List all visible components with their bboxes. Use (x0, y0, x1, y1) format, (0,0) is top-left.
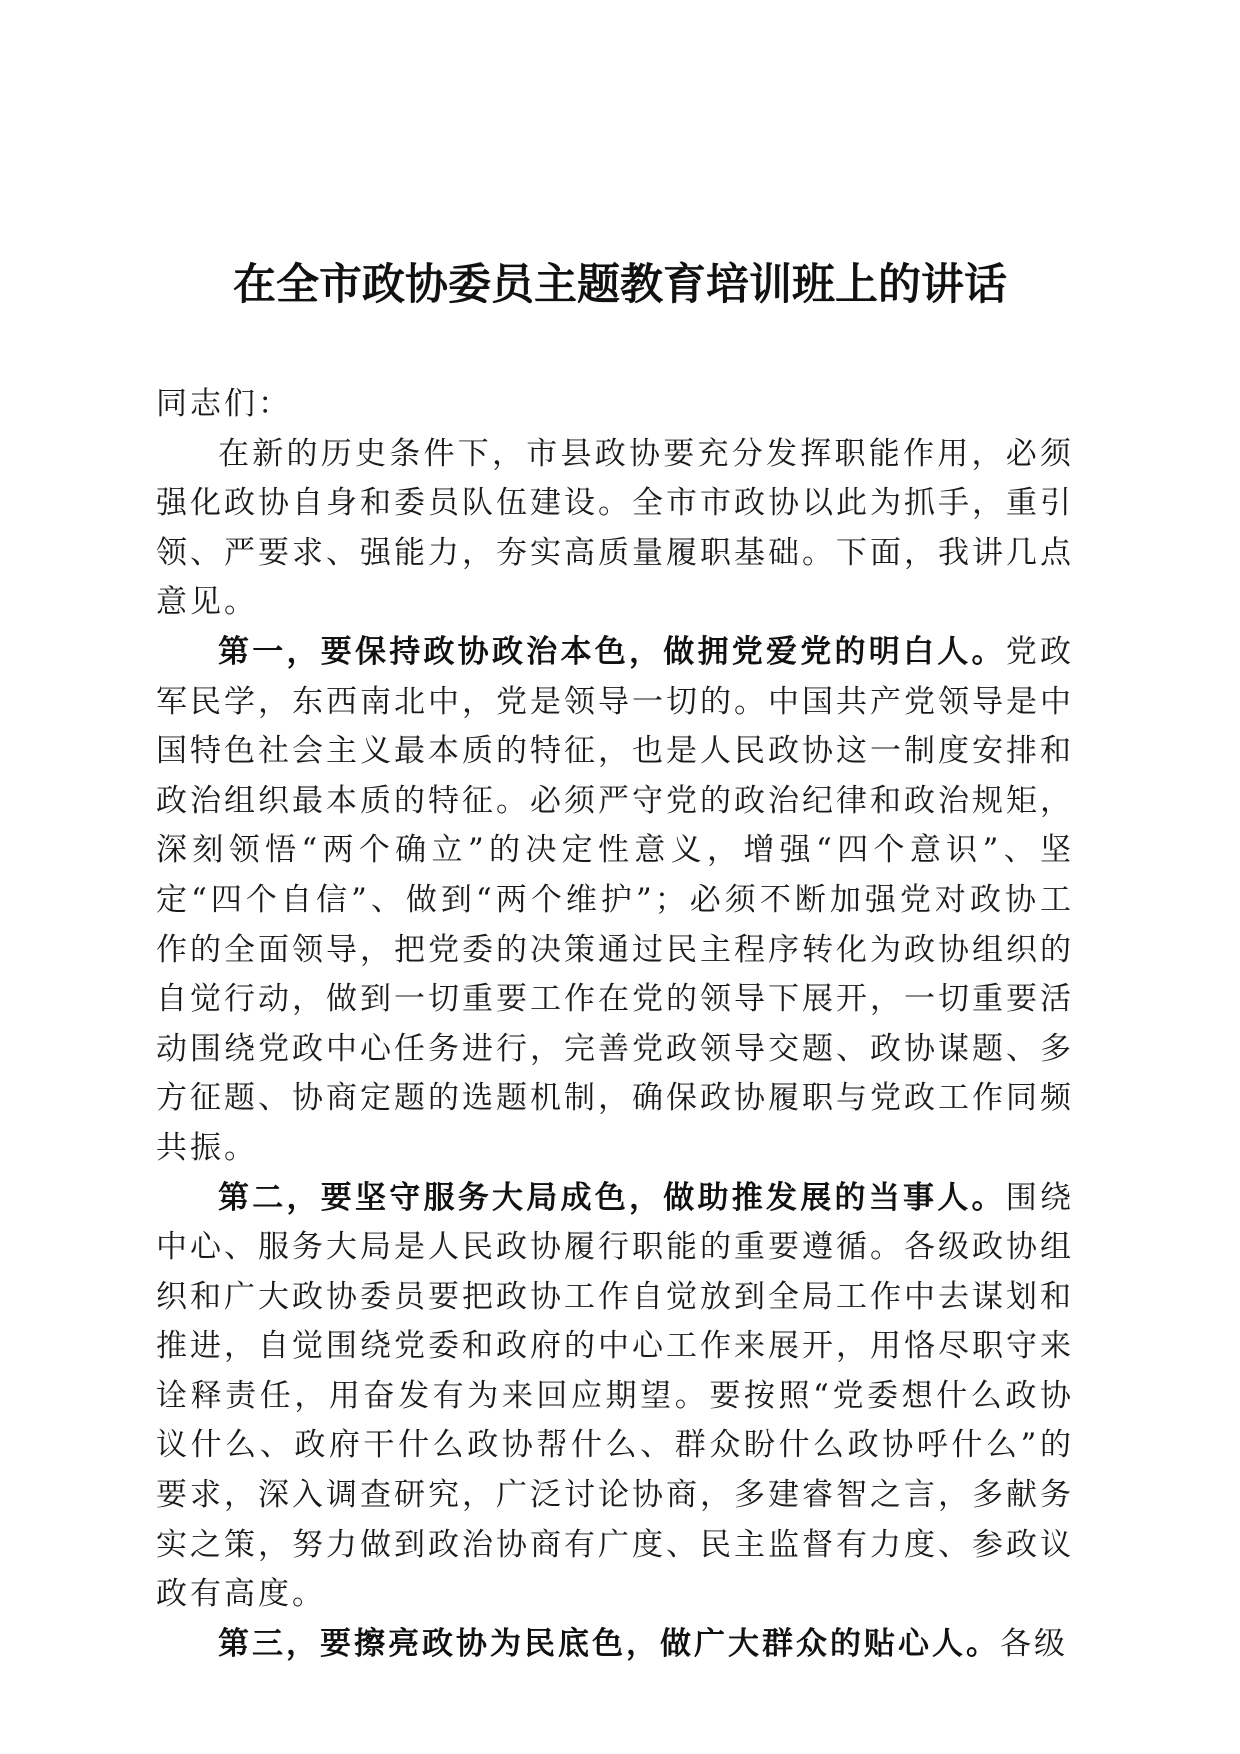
section-3-text: 各级 (1000, 1625, 1068, 1662)
section-3-paragraph (156, 1620, 1074, 1670)
section-2-paragraph (156, 1174, 1074, 1620)
section-3-heading: 第三，要擦亮政协为民底色，做广大群众的贴心人。 (218, 1625, 1000, 1662)
section-2-heading: 第二，要坚守服务大局成色，做助推发展的当事人。 (218, 1179, 1006, 1216)
intro-paragraph: 在新的历史条件下，市县政协要充分发挥职能作用，必须强化政协自身和委员队伍建设。全市市政协以此为抓手，重引领、严要求、强能力，夯实高质量履职基础。下面，我讲几点意见。 (156, 435, 1074, 621)
salutation: 同志们： (156, 386, 292, 422)
section-2-text: 围绕中心、服务大局是人民政协履行职能的重要遵循。各级政协组织和广大政协委员要把政协工作自觉放到全局工作中去谋划和推进，自觉围绕党委和政府的中心工作来展开，用恪尽职守来诠释责任，用奋发有为来回应期望。要按照“党委想什么政协议什么、政府干什么政协帮什么、群众盼什么政协呼什么”的要求，深入调查研究，广泛讨论协商，多建睿智之言，多献务实之策，努力做到政治协商有广度、民主监督有力度、参政议政有高度。 (156, 1179, 1074, 1613)
document-body (156, 380, 1074, 1669)
section-1-heading: 第一，要保持政协政治本色，做拥党爱党的明白人。 (218, 633, 1006, 670)
document-title: 在全市政协委员主题教育培训班上的讲话 (233, 260, 1007, 310)
section-1-paragraph (156, 628, 1074, 1174)
section-1-text: 党政军民学，东西南北中，党是领导一切的。中国共产党领导是中国特色社会主义最本质的特征，也是人民政协这一制度安排和政治组织最本质的特征。必须严守党的政治纪律和政治规矩，深刻领悟“两个确立”的决定性意义，增强“四个意识”、坚定“四个自信”、做到“两个维护”；必须不断加强党对政协工作的全面领导，把党委的决策通过民主程序转化为政协组织的自觉行动，做到一切重要工作在党的领导下展开，一切重要活动围绕党政中心任务进行，完善党政领导交题、政协谋题、多方征题、协商定题的选题机制，确保政协履职与党政工作同频共振。 (156, 633, 1074, 1166)
